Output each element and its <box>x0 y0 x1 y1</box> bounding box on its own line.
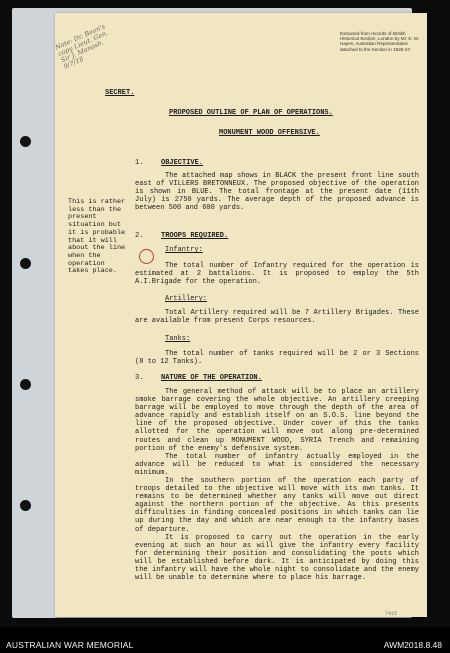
section-3-heading: NATURE OF THE OPERATION. <box>161 374 262 382</box>
infantry-heading: Infantry: <box>165 246 203 254</box>
section-2-heading: TROOPS REQUIRED. <box>161 232 229 240</box>
section-1-text: The attached map shows in BLACK the present front line south east of VILLERS BRETONNEUX. The proposed objective of the operation is shown in BLUE. The total frontage at the present date (11th July) is 2750 yards. The average depth of the proposed advance is between 500 and 600 yards. <box>135 172 419 213</box>
document-title: PROPOSED OUTLINE OF PLAN OF OPERATIONS. <box>169 109 333 117</box>
artillery-text: Total Artillery required will be 7 Artillery Brigades. These are available from present Corps resources. <box>135 309 419 326</box>
tanks-text: The total number of tanks required will be 2 or 3 Sections (8 to 12 Tanks). <box>135 350 419 367</box>
institution-name: AUSTRALIAN WAR MEMORIAL <box>6 640 134 650</box>
section-1-number: 1. <box>135 159 144 167</box>
secret-label: SECRET. <box>105 89 135 97</box>
footer-bar <box>0 627 450 653</box>
document-subtitle: MONUMENT WOOD OFFENSIVE. <box>219 129 320 137</box>
section-3-number: 3. <box>135 374 144 382</box>
section-3-paragraph-4: It is proposed to carry out the operation in the early evening at such an hour as will give the infantry every facility for determining their position and consolidating the posts which will be established before dark. It is anticipated by doing this the infantry will have the whole night to consolidate and the enemy will be unable to determine where to place his barrage. <box>135 534 419 583</box>
artillery-heading: Artillery: <box>165 295 208 303</box>
punch-hole <box>20 500 31 511</box>
archive-stamp: Extracted from records of British Historical Section, London by Mr. E. M. Hayes, Australian Representative attached to the Section in 1926-27. <box>340 31 420 52</box>
reference-number: AWM2018.8.48 <box>383 640 442 650</box>
pencil-annotation: Note: Dr. Bean's copy Lieut. Gen. Sir J. Monash. 9/7/18 <box>53 22 110 71</box>
infantry-text: The total number of Infantry required for the operation is estimated at 2 battalions. It is proposed to employ the 5th A.I.Brigade for the operation. <box>135 262 419 287</box>
section-2-number: 2. <box>135 232 144 240</box>
document-page <box>55 13 427 617</box>
punch-hole <box>20 258 31 269</box>
tanks-heading: Tanks: <box>165 335 191 343</box>
section-3-paragraph-2: The total number of infantry actually employed in the advance will be reduced to what is considered the necessary minimum. <box>135 453 419 478</box>
section-3-paragraph-3: In the southern portion of the operation each party of troops detailed to the objective will move with its own tanks. It remains to be determined whether any tanks will move out direct against the northern portion of the objective. As this presents difficulties in finding concealed positions in which tanks can lie up during the day and which are near enough to the infantry bases of departure. <box>135 477 419 534</box>
punch-hole <box>20 136 31 147</box>
margin-note: This is rather less than the present situation but it is probable that it will about the line when the operation takes place. <box>68 198 126 276</box>
section-3-paragraph-1: The general method of attack will be to place an artillery smoke barrage covering the whole objective. An artillery creeping barrage will be employed to move through the depth of the area of advance rapidly and establish itself on an S.O.S. line beyond the line of the proposed objective. Under cover of this the tanks allotted for the operation will move out along pre-determined routes and clean up MONUMENT WOOD, SYRIA Trench and remaining portion of the enemy's defensive system. <box>135 388 419 453</box>
section-1-heading: OBJECTIVE. <box>161 159 204 167</box>
page-mark: 7415 <box>385 611 398 617</box>
punch-hole <box>20 379 31 390</box>
